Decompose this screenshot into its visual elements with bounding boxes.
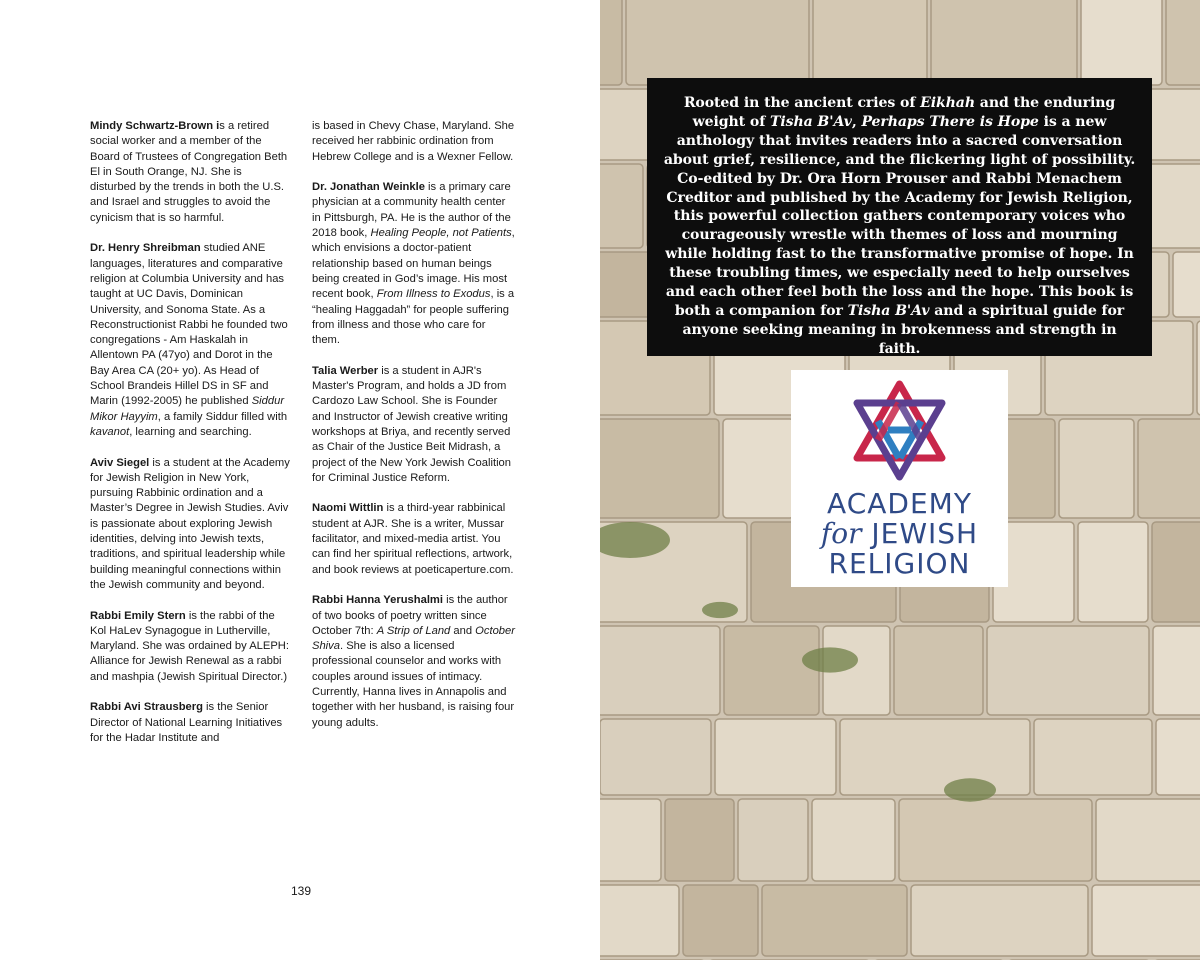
bio-text: is the Senior Director of National Learning Initiatives for the Hadar Institute and — [90, 701, 283, 744]
bio-column-left — [90, 119, 290, 761]
wall-stone — [1166, 0, 1200, 85]
wall-stone — [723, 419, 794, 518]
bio-name: Naomi Wittlin — [312, 502, 384, 515]
bio-text: and — [450, 624, 476, 637]
wall-stone — [738, 799, 808, 881]
wall-plant — [944, 778, 996, 801]
wall-stone — [894, 626, 983, 715]
wall-stone — [899, 799, 1092, 881]
bio-name: Aviv Siegel — [90, 456, 150, 469]
ajr-logo — [791, 370, 1008, 587]
wall-stone — [1092, 885, 1200, 956]
bio-name: Dr. Jonathan Weinkle — [312, 181, 425, 194]
wall-stone — [1173, 252, 1200, 317]
bio-name: Rabbi Emily Stern — [90, 609, 186, 622]
bio-text: , — [851, 113, 862, 130]
wall-stone — [600, 0, 622, 85]
italic-title: Healing People, not Patients — [370, 227, 512, 240]
wall-plant — [802, 647, 858, 672]
bio-name: Mindy Schwartz-Brown — [90, 120, 214, 132]
logo-word-jewish: JEWISH — [861, 517, 979, 550]
bio-wittlin — [312, 501, 516, 577]
bio-name: Rabbi Hanna Yerushalmi — [312, 594, 443, 607]
wall-stone — [600, 885, 679, 956]
wall-stone — [1081, 0, 1162, 85]
anthology-blurb — [647, 78, 1152, 356]
bio-text: is based in Chevy Chase, Maryland. She received her rabbinic ordination from Hebrew College and is a Wexner Fellow. — [312, 120, 515, 163]
wall-stone — [911, 885, 1088, 956]
wall-stone — [1078, 522, 1148, 622]
wall-stone — [1156, 719, 1200, 795]
bio-text: is a student at the Academy for Jewish Religion in New York, pursuing Rabbinic ordination and a Master’s Degree in Jewish Studies. Aviv is passionate about exploring Jewish identities, delving into Jewish texts, traditions, and spiritual leadership while building meaningful connections within the Jewish community and beyond. — [90, 456, 290, 591]
wall-stone — [1034, 719, 1152, 795]
bio-strausberg-cont — [312, 119, 516, 165]
bio-text: is a third-year rabbinical student at AJR. She is a writer, Mussar facilitator, and mixed-media artist. You can find her spiritual reflections, artwork, and book reviews at poeticaperture.com. — [312, 502, 514, 576]
logo-word-academy: ACADEMY — [827, 487, 972, 520]
bio-name: Dr. Henry Shreibman — [90, 242, 201, 255]
wall-stone — [1153, 626, 1200, 715]
bio-strausberg — [90, 700, 290, 746]
bio-name: Talia Werber — [312, 364, 379, 377]
italic-title: From Illness to Exodus — [376, 288, 491, 301]
wall-stone — [813, 0, 927, 85]
wall-plant — [702, 602, 738, 618]
wall-stone — [626, 0, 809, 85]
wall-stone — [840, 719, 1030, 795]
bio-text: . She is also a licensed professional counselor and works with couples around issues of intimacy. Currently, Hanna lives in Annapolis and together with her husband, is raising four young adults. — [312, 640, 515, 729]
wall-stone — [1152, 522, 1200, 622]
italic-title: Tisha B'Av — [769, 113, 852, 130]
italic-title: Siddur Mikor Hayyim — [90, 395, 285, 423]
bio-column-right — [312, 119, 516, 746]
wall-stone — [931, 0, 1077, 85]
wall-stone — [987, 626, 1149, 715]
bio-text: is the author of two books of poetry written since October 7th: — [312, 594, 508, 637]
bio-text: Rooted in the ancient cries of — [683, 95, 921, 111]
bio-text: and a spiritual guide for anyone seeking meaning in brokenness and strength in faith. — [682, 302, 1125, 357]
wall-stone — [812, 799, 895, 881]
wall-stone — [600, 164, 643, 248]
logo-word-religion: RELIGION — [828, 547, 971, 580]
bio-text: , a family Siddur filled with — [157, 410, 288, 423]
bio-siegel — [90, 456, 290, 594]
wall-stone — [665, 799, 734, 881]
wall-stone — [715, 719, 836, 795]
bio-text: is the rabbi of the Kol HaLev Synagogue in Lutherville, Maryland. She was ordained by ALEPH: Alliance for Jewish Renewal as a rabbi and mashpia (Jewish Spiritual Director.) — [90, 609, 289, 683]
italic-title: A Strip of Land — [376, 624, 451, 637]
bio-text: , which envisions a doctor-patient relationship based on human beings being created in God’s image. His most recent book, — [312, 227, 515, 301]
bio-stern — [90, 609, 290, 685]
bio-text: is a new anthology that invites readers into a sacred conversation about grief, resilience, and the flickering light of possibility. Co-edited by Dr. Ora Horn Prouser and Rabbi Menachem Creditor and published by the Academy for Jewish Religion, this powerful collection gathers contemporary voices who courageously wrestle with themes of loss and mourning while holding fast to the transformative promise of hope. In these troubling times, we especially need to help ourselves and each other feel both the loss and the hope. This book is both a companion for — [663, 113, 1136, 319]
logo-word-for: for — [820, 517, 862, 550]
bio-yerushalmi — [312, 593, 516, 731]
italic-title: kavanot — [90, 425, 130, 438]
bio-weinkle — [312, 180, 516, 348]
bio-text: and the enduring weight of — [692, 95, 1116, 130]
wall-stone — [1059, 419, 1134, 518]
bio-shreibman — [90, 241, 290, 440]
bio-schwartz — [90, 119, 290, 226]
wall-stone — [724, 626, 819, 715]
italic-title: Eikhah — [920, 95, 975, 111]
wall-stone — [762, 885, 907, 956]
bio-text: s a retired social worker and a member of the Board of Trustees of Congregation Beth El in South Orange, NJ. She is disturbed by the trends in both the U.S. and Israel and struggles to avoid the cynicism that is so harmful. — [90, 120, 288, 224]
page-number: 139 — [290, 884, 312, 898]
bio-werber — [312, 364, 516, 486]
bio-name: i — [213, 120, 220, 132]
bio-text: , is a “healing Haggadah” for people suffering from illness and those who care for them. — [312, 288, 515, 347]
wall-stone — [683, 885, 758, 956]
logo-word-for-jewish — [791, 519, 1008, 549]
italic-title: Perhaps There is Hope — [861, 113, 1039, 130]
bio-text: is a primary care physician at a community health center in Pittsburgh, PA. He is the author of the 2018 book, — [312, 181, 511, 240]
italic-title: Tisha B'Av — [847, 302, 930, 319]
wall-stone — [600, 799, 661, 881]
wall-stone — [1096, 799, 1200, 881]
woven-star-of-david-icon — [847, 378, 952, 483]
bio-text: , learning and searching. — [129, 425, 252, 438]
bio-text: is a student in AJR's Master's Program, and holds a JD from Cardozo Law School. She is Founder and Instructor of Jewish creative writing workshops at Briya, and recently served as Chair of the Justice Beit Midrash, a project of the New York Jewish Coalition for Criminal Justice Reform. — [312, 364, 511, 484]
wall-stone — [600, 626, 720, 715]
bio-name: Rabbi Avi Strausberg — [90, 701, 203, 714]
wall-stone — [1138, 419, 1200, 518]
italic-title: October Shiva — [312, 624, 515, 653]
wall-stone — [600, 419, 719, 518]
wall-stone — [600, 719, 711, 795]
bio-text: studied ANE languages, literatures and comparative religion at Columbia University and has taught at UC Davis, Dominican University, and Sonoma State. As a Reconstructionist Rabbi he founded two congregations - Am Haskalah in Allentown PA (47yo) and Dorot in the Bay Area CA (20+ yo). As Head of School Brandeis Hillel DS in SF and Marin (1992-2005) he published — [90, 242, 288, 408]
right-page — [600, 0, 1200, 960]
